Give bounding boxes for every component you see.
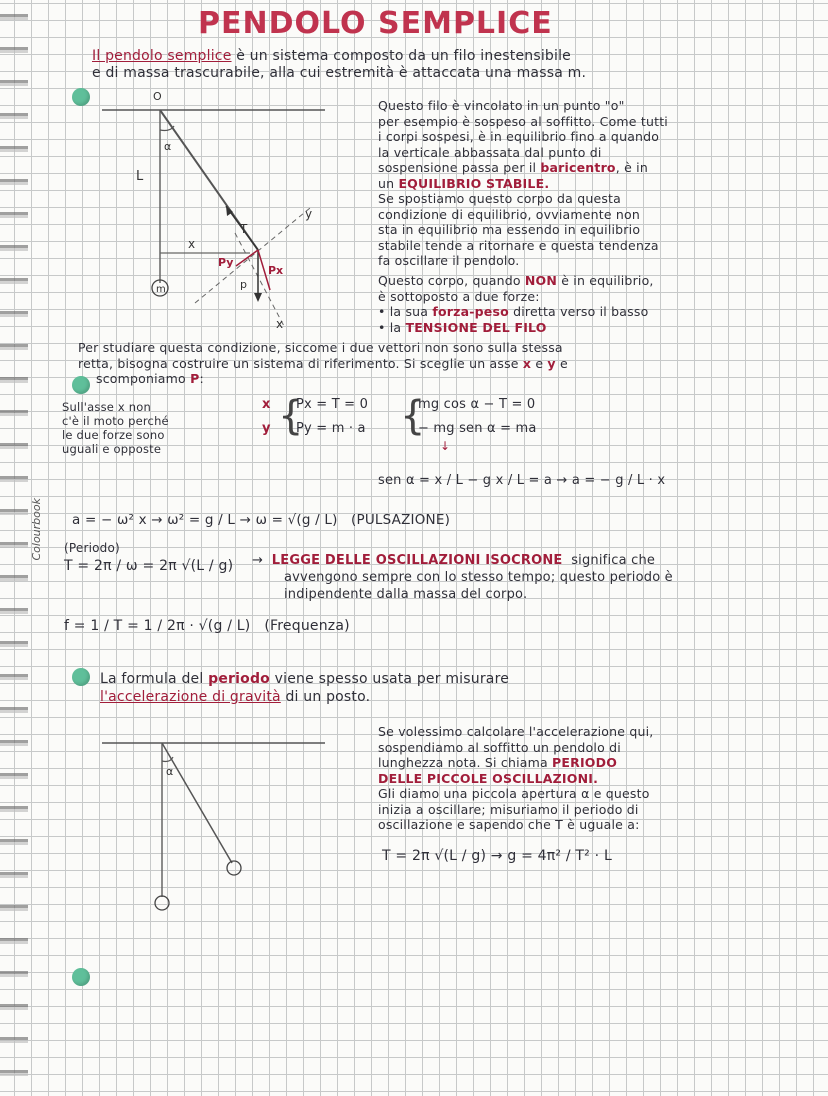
intro-text [92,48,586,82]
paragraph-forces: Questo corpo, quando NON è in equilibrio, è sottoposto a due forze: • la sua forza-peso diretta verso il basso • la TENSIONE DEL FILO [378,273,654,335]
pendulum-diagram-2 [100,735,340,915]
paragraph-equilibrium: Questo filo è vincolato in un punto "o" per esempio è sospeso al soffitto. Come tutti i corpi sospesi, è in equilibrio fino a quando la verticale abbassata dal punto di sospensione passa per il baricentro, è in un EQUILIBRIO STABILE. Se spostiamo questo corpo da questa condizione di equilibrio, ovviamente non sta in equilibrio ma essendo in equilibrio stabile tende a ritornare e questa tendenza fa oscillare il pendolo. [378,98,668,268]
label-t: T [240,222,248,236]
label-x-axis: x [276,317,284,331]
brand-label: Colourbook [30,498,43,561]
period-label: (Periodo) [64,541,120,555]
notebook-spiral [0,0,28,1096]
bullet-dot-1 [72,88,90,106]
intro-term: Il pendolo semplice [92,48,232,64]
paragraph-small-oscillations: Se volessimo calcolare l'accelerazione qui, sospendiamo al soffitto un pendolo di lunghezza nota. Si chiama PERIODO DELLE PICCOLE OSCILLAZIONI. Gli diamo una piccola apertura α e questo inizia a oscillare; misuriamo il periodo di oscillazione e sapendo che T è uguale a: [378,724,654,832]
label-x: x [188,237,196,251]
y-axis-dashed [195,207,313,303]
label-m: m [156,284,166,295]
usage-text: La formula del periodo viene spesso usata per misurare l'accelerazione di gravità di un posto. [100,671,510,705]
period-formula: T = 2π / ω = 2π √(L / g) [64,558,234,574]
omega-equation: a = − ω² x → ω² = g / L → ω = √(g / L) (PULSAZIONE) [72,512,451,528]
mass-circle-rest [155,896,169,910]
intro-line1: è un sistema composto da un filo inestensibile [236,48,571,64]
bullet-dot-4 [72,968,90,986]
mass-circle-displaced [227,861,241,875]
paragraph-reference-system: Per studiare questa condizione, siccome i due vettori non sono sulla stessa retta, bisogna costruire un sistema di riferimento. Si sceglie un asse x e y e scomponiamo P: [78,340,568,386]
gravity-formula: T = 2π √(L / g) → g = 4π² / T² · L [382,848,612,864]
label-alpha-2: α [166,765,174,778]
label-px: Px [268,264,284,277]
page-title: PENDOLO SEMPLICE [198,6,553,41]
label-o: O [153,90,162,103]
label-py: Py [218,256,234,269]
label-l: L [136,169,144,184]
system-equations-2: { mg cos α − T = 0 − mg sen α = ma ↓ [400,393,537,453]
bullet-dot-3 [72,668,90,686]
label-y: y [305,207,313,221]
sine-equation: sen α = x / L − g x / L = a → a = − g / L · x [378,473,666,488]
period-law: → LEGGE DELLE OSCILLAZIONI ISOCRONE significa che avvengono sempre con lo stesso tempo; questo periodo è indipendente dalla massa del corpo. [252,553,673,602]
side-note: Sull'asse x non c'è il moto perché le due forze sono uguali e opposte [62,400,169,456]
intro-line2: e di massa trascurabile, alla cui estremità è attaccata una massa m. [92,65,587,81]
frequency-formula: f = 1 / T = 1 / 2π · √(g / L) (Frequenza) [64,618,350,634]
system-equations-1: x y { Px = T = 0 Py = m · a [262,393,369,439]
label-alpha: α [164,140,172,153]
pendulum-force-diagram [100,88,340,338]
label-p: p [240,278,247,291]
